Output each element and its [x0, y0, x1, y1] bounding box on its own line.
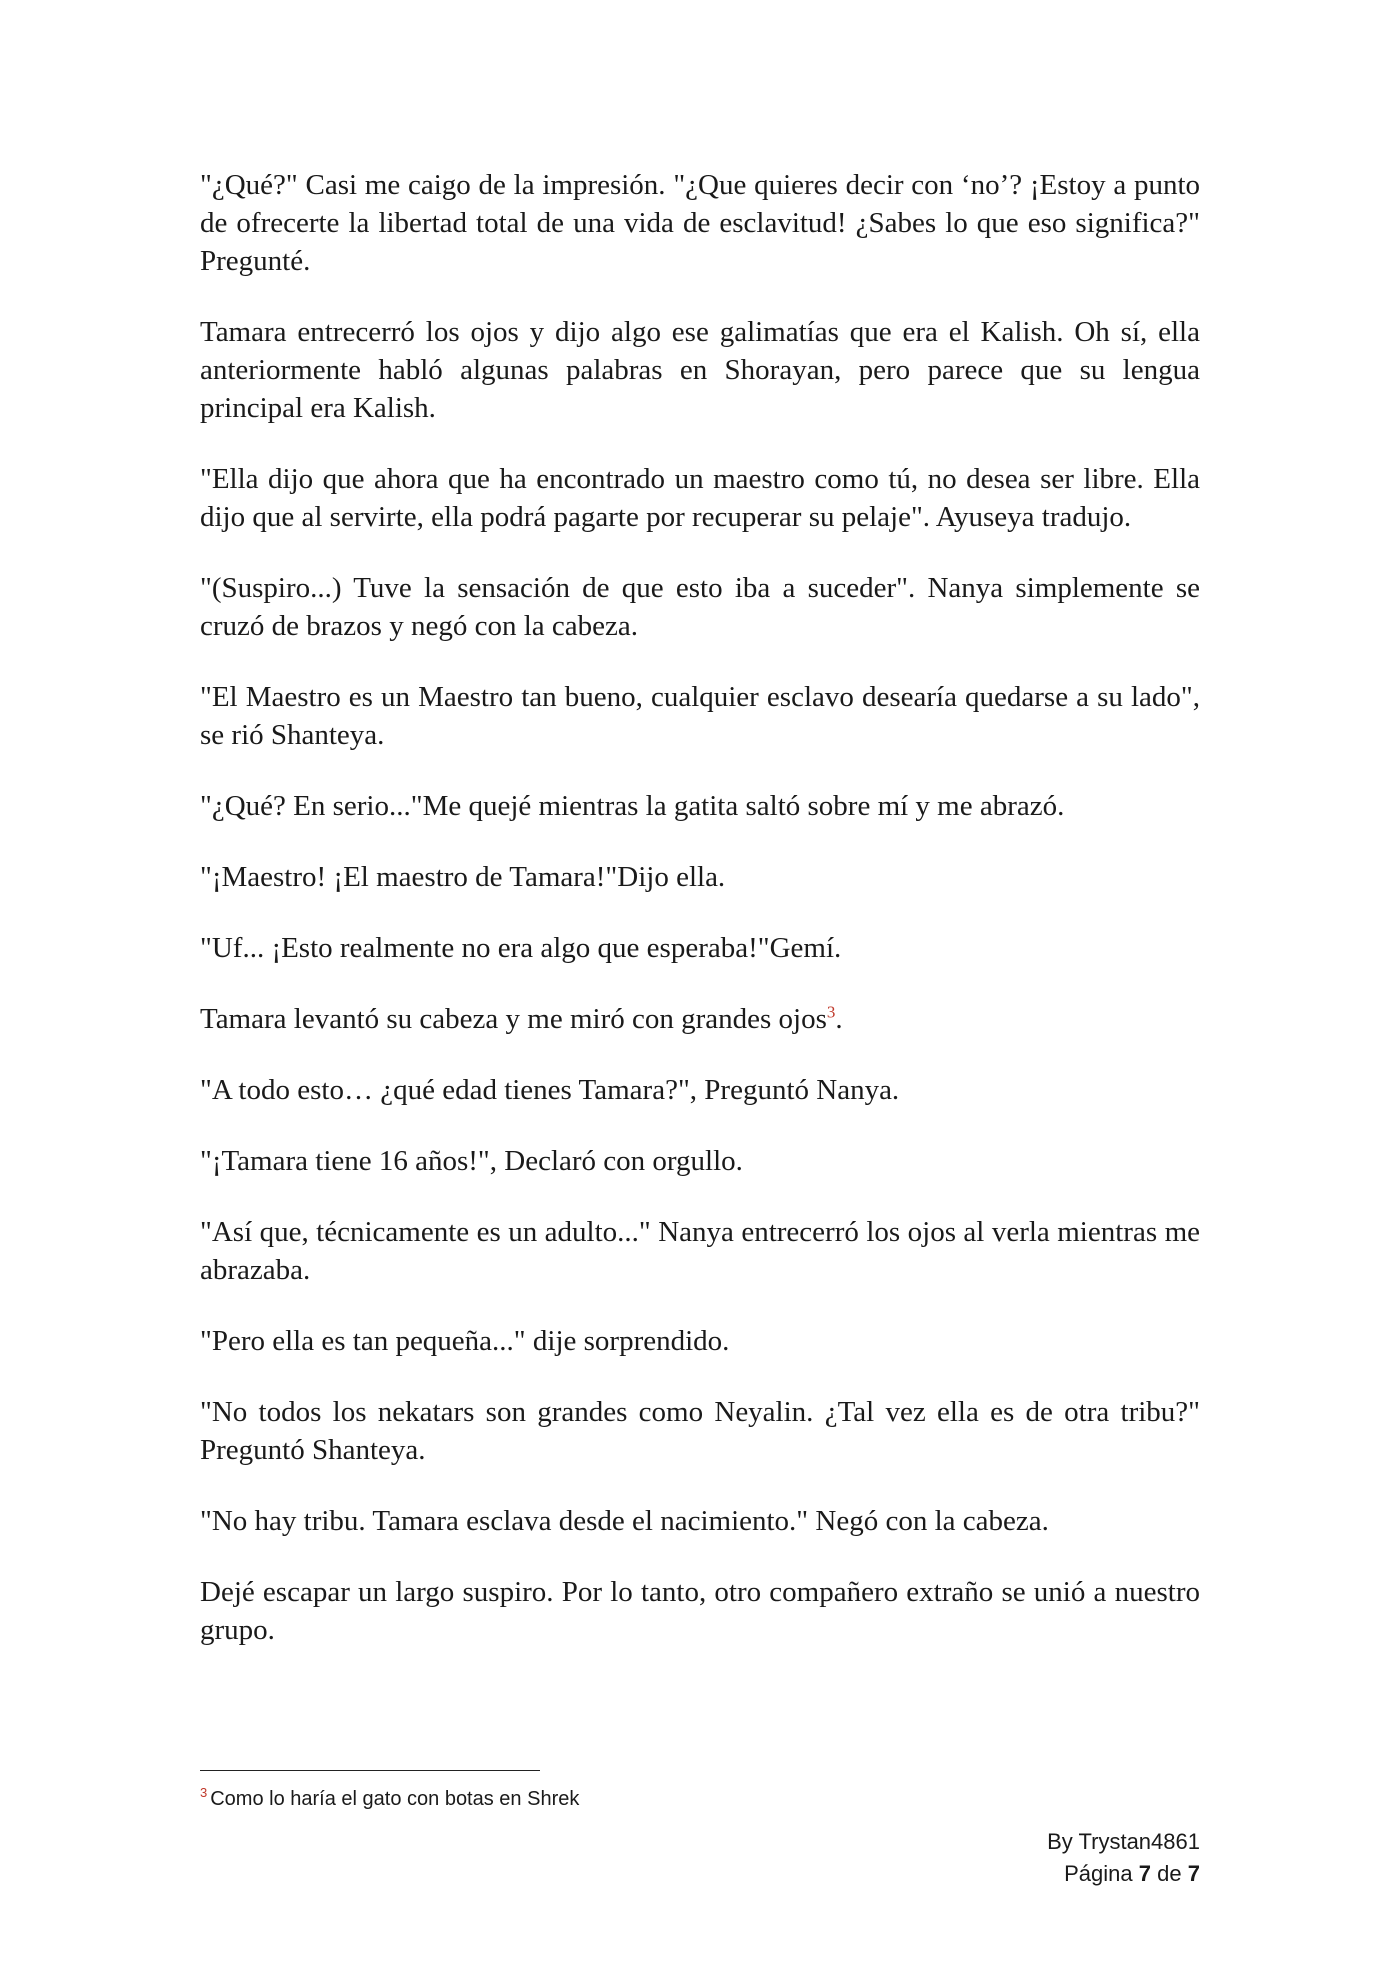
paragraph: "A todo esto… ¿qué edad tienes Tamara?", Preguntó Nanya.	[200, 1074, 900, 1106]
paragraph: "El Maestro es un Maestro tan bueno, cualquier esclavo desearía quedarse a su lado", se rió Shanteya.	[200, 681, 1200, 751]
page-label: Página	[1064, 1861, 1133, 1886]
paragraph: "¿Qué?" Casi me caigo de la impresión. "¿Que quieres decir con ‘no’? ¡Estoy a punto de ofrecerte la libertad total de una vida de esclavitud! ¿Sabes lo que eso significa?" Pregunté.	[200, 169, 1200, 277]
footnote-reference[interactable]: 3	[826, 1002, 836, 1022]
paragraph: "No hay tribu. Tamara esclava desde el nacimiento." Negó con la cabeza.	[200, 1505, 1049, 1537]
footnote-mark: 3	[200, 1785, 208, 1801]
paragraph: "Pero ella es tan pequeña..." dije sorprendido.	[200, 1325, 730, 1357]
footnote	[200, 1785, 580, 1811]
paragraph: "Uf... ¡Esto realmente no era algo que esperaba!"Gemí.	[200, 932, 842, 964]
footnote-text: Como lo haría el gato con botas en Shrek	[210, 1788, 580, 1810]
page-footer	[1047, 1826, 1200, 1890]
paragraph: "No todos los nekatars son grandes como Neyalin. ¿Tal vez ella es de otra tribu?" Preguntó Shanteya.	[200, 1396, 1200, 1466]
paragraph: Tamara entrecerró los ojos y dijo algo ese galimatías que era el Kalish. Oh sí, ella anteriormente habló algunas palabras en Shorayan, pero parece que su lengua principal era Kalish.	[200, 316, 1200, 424]
paragraph: "(Suspiro...) Tuve la sensación de que esto iba a suceder". Nanya simplemente se cruzó de brazos y negó con la cabeza.	[200, 572, 1200, 642]
paragraph: "Ella dijo que ahora que ha encontrado un maestro como tú, no desea ser libre. Ella dijo que al servirte, ella podrá pagarte por recuperar su pelaje". Ayuseya tradujo.	[200, 463, 1200, 533]
page-current: 7	[1138, 1861, 1152, 1886]
page-total: 7	[1187, 1861, 1200, 1886]
paragraph-end-punctuation: .	[835, 1003, 843, 1035]
footer-page-number	[1047, 1858, 1200, 1890]
paragraph: "¿Qué? En serio..."Me quejé mientras la gatita saltó sobre mí y me abrazó.	[200, 790, 1065, 822]
paragraph: Dejé escapar un largo suspiro. Por lo tanto, otro compañero extraño se unió a nuestro grupo.	[200, 1576, 1200, 1646]
paragraph-text: Tamara levantó su cabeza y me miró con grandes ojos	[200, 1003, 827, 1035]
paragraph-with-footnote	[200, 1000, 1200, 1038]
paragraph: "¡Maestro! ¡El maestro de Tamara!"Dijo ella.	[200, 861, 726, 893]
paragraph: "¡Tamara tiene 16 años!", Declaró con orgullo.	[200, 1145, 743, 1177]
page-separator: de	[1157, 1861, 1182, 1886]
footnote-divider	[200, 1770, 540, 1771]
paragraph: "Así que, técnicamente es un adulto..." Nanya entrecerró los ojos al verla mientras me abrazaba.	[200, 1216, 1200, 1286]
footer-author: By Trystan4861	[1047, 1829, 1200, 1854]
body-text	[200, 166, 1200, 1682]
